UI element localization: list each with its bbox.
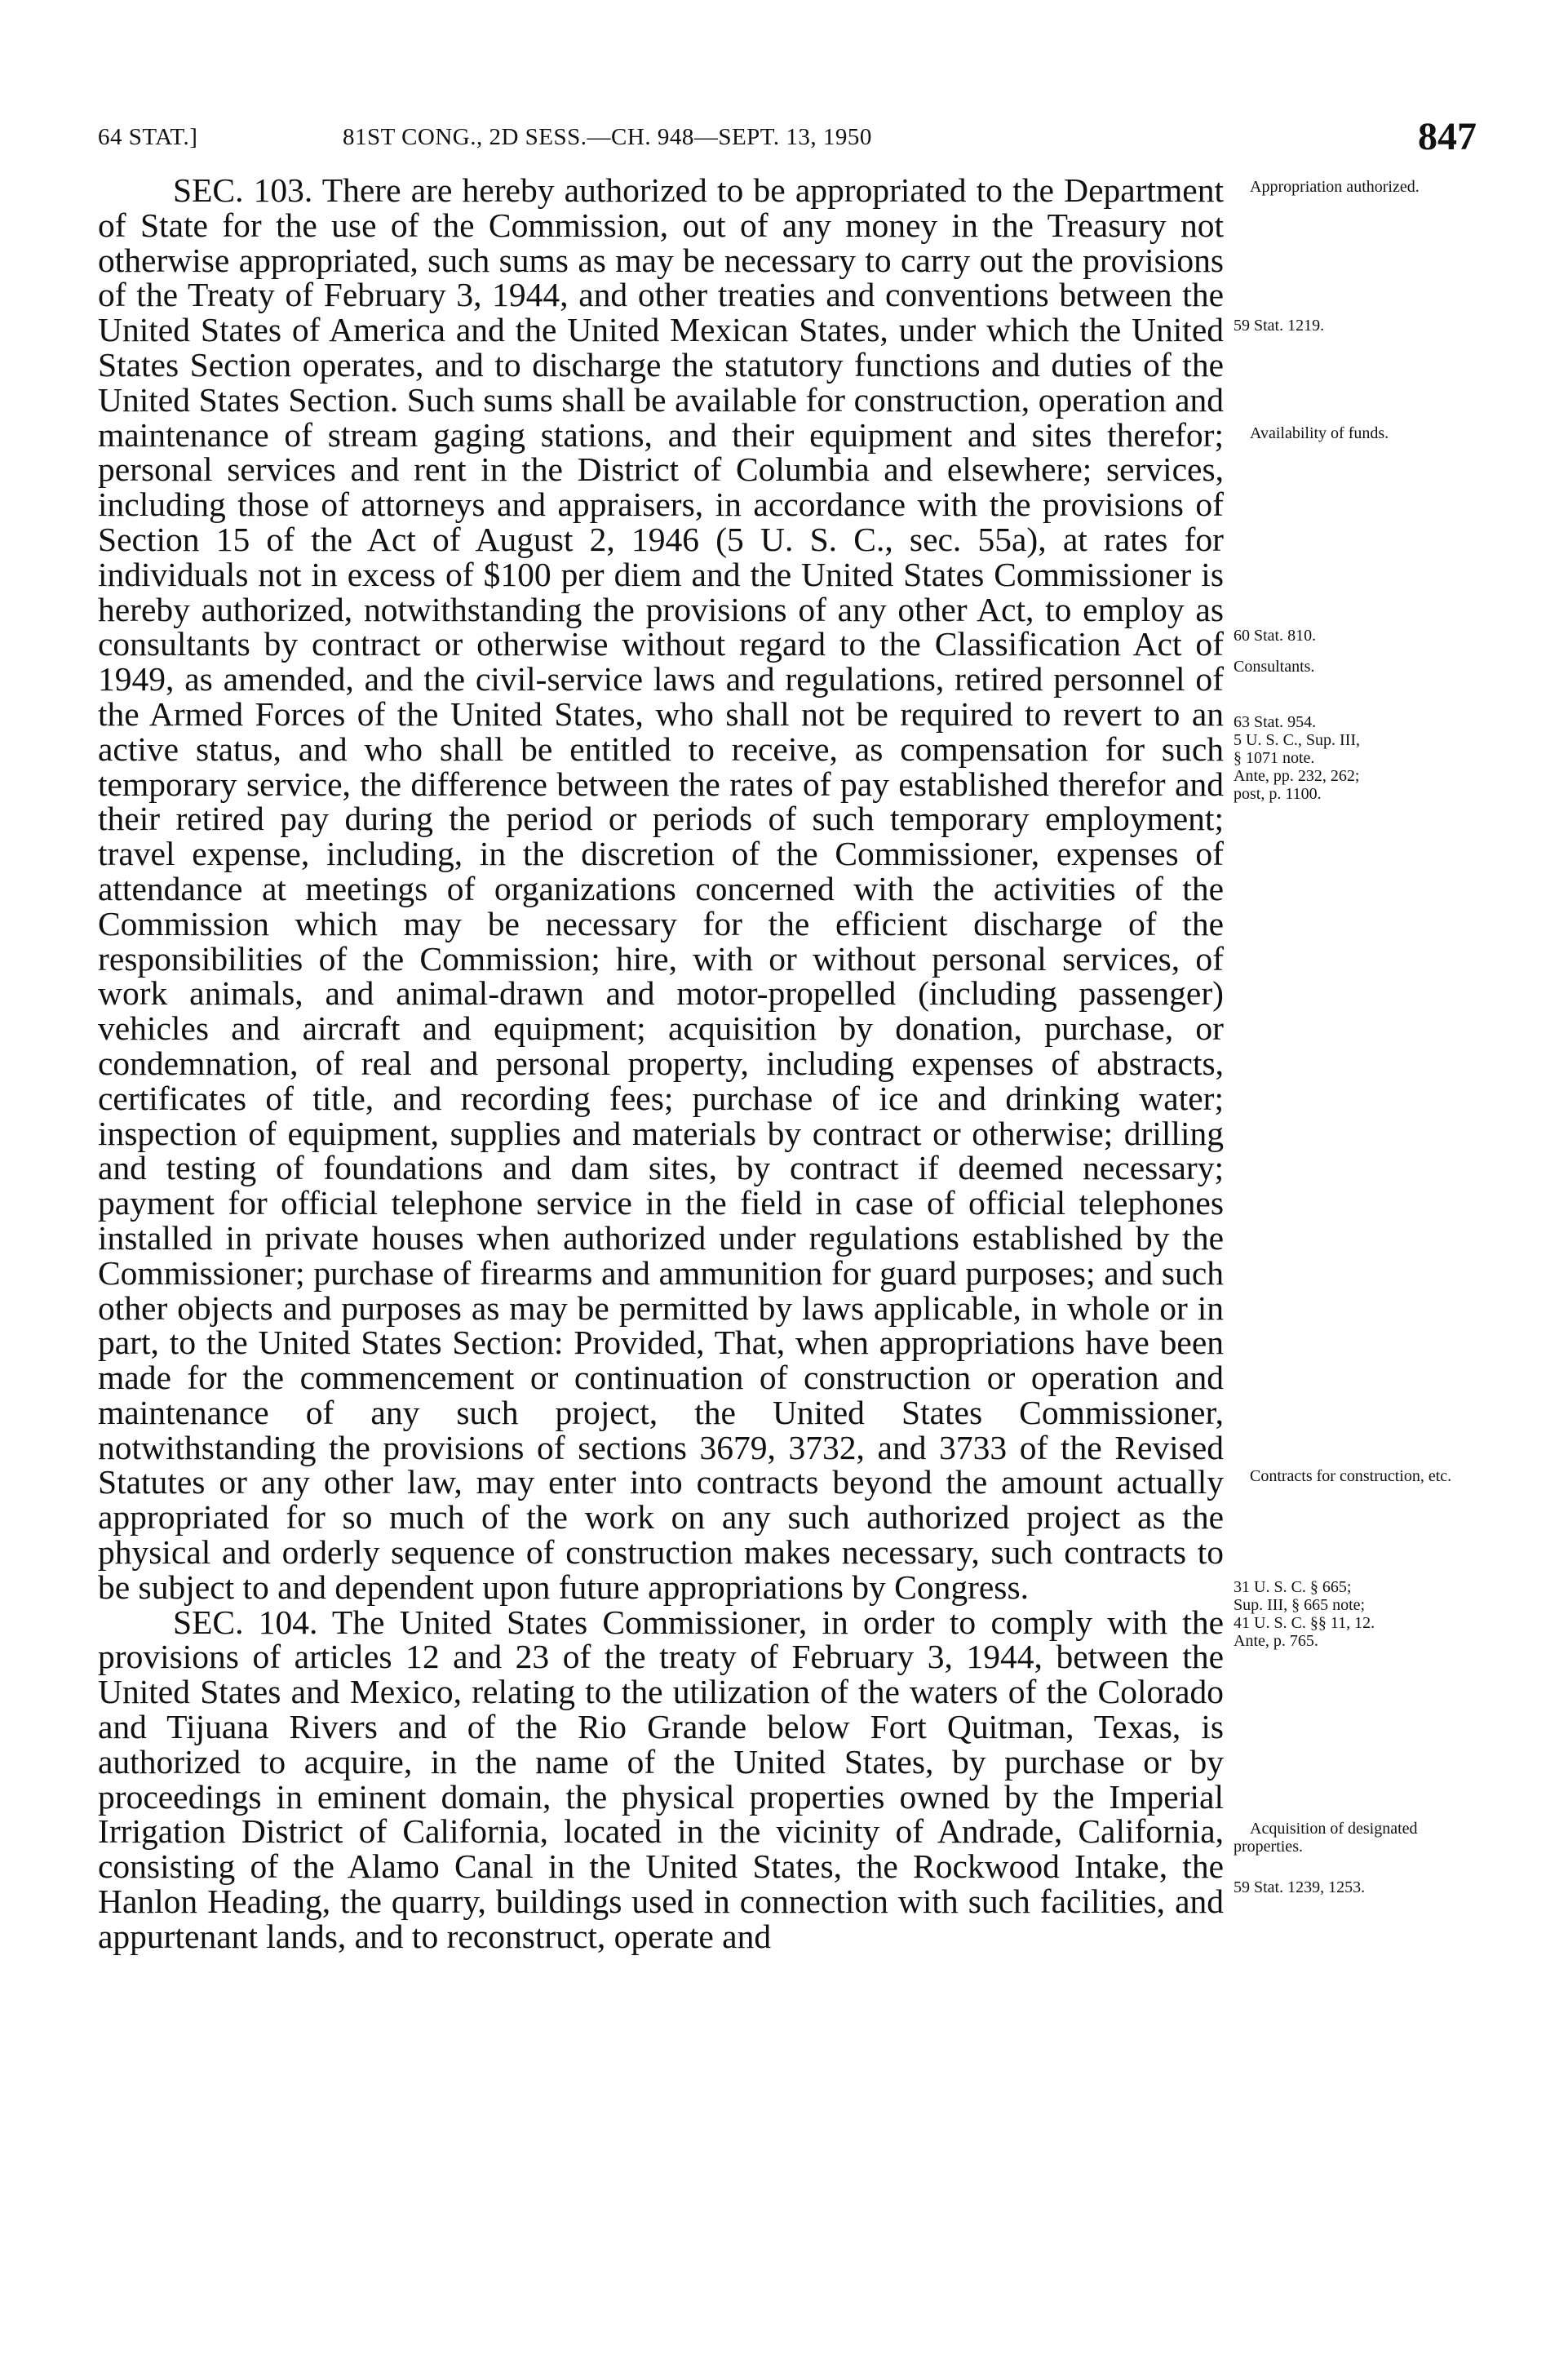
note-revised-statutes-refs bbox=[1234, 1578, 1470, 1650]
note-ref-line: post, p. 1100. bbox=[1234, 785, 1322, 803]
note-ref-line: Ante, p. 765. bbox=[1234, 1632, 1318, 1650]
statute-volume: 64 STAT.] bbox=[98, 124, 198, 150]
note-acquisition-of-properties: Acquisition of designated properties. bbox=[1234, 1820, 1418, 1856]
note-ref-line: 31 U. S. C. § 665; bbox=[1234, 1578, 1352, 1596]
page-number: 847 bbox=[1418, 115, 1477, 158]
note-ref-line: 5 U. S. C., Sup. III, bbox=[1234, 731, 1361, 749]
note-ref-line: Ante, pp. 232, 262; bbox=[1234, 767, 1360, 785]
note-ref-line: Sup. III, § 665 note; bbox=[1234, 1596, 1366, 1614]
note-59-stat-1239: 59 Stat. 1239, 1253. bbox=[1234, 1878, 1366, 1896]
margin-notes bbox=[1234, 0, 1478, 2377]
note-59-stat-1219: 59 Stat. 1219. bbox=[1234, 317, 1325, 335]
note-ref-line: 63 Stat. 954. bbox=[1234, 713, 1317, 731]
note-availability-of-funds: Availability of funds. bbox=[1250, 424, 1389, 442]
note-contracts-for-construction: Contracts for construction, etc. bbox=[1250, 1467, 1452, 1485]
note-consultants: Consultants. bbox=[1234, 658, 1315, 676]
note-60-stat-810: 60 Stat. 810. bbox=[1234, 627, 1317, 645]
section-103-paragraph: SEC. 103. There are hereby authorized to be appropriated to the Department of State for the use of the Commission, out of any money in the Treasury not otherwise appropriated, such sums as may be necessary to carry out the provisions of the Treaty of February 3, 1944, and other treaties and conventions between the United States of America and the United Mexican States, under which the United States Section operates, and to discharge the statutory functions and duties of the United States Section. Such sums shall be available for construction, operation and maintenance of stream gaging stations, and their equipment and sites therefor; personal services and rent in the District of Columbia and elsewhere; services, including those of attorneys and appraisers, in accordance with the provisions of Section 15 of the Act of August 2, 1946 (5 U. S. C., sec. 55a), at rates for individuals not in excess of $100 per diem and the United States Commissioner is hereby authorized, notwithstanding the provisions of any other Act, to employ as consultants by contract or otherwise without regard to the Classification Act of 1949, as amended, and the civil-service laws and regulations, retired personnel of the Armed Forces of the United States, who shall not be required to revert to an active status, and who shall be entitled to receive, as compensation for such temporary service, the difference between the rates of pay established therefor and their retired pay during the period or periods of such temporary employment; travel expense, including, in the discretion of the Commissioner, expenses of attendance at meetings of organizations concerned with the activities of the Commission which may be necessary for the efficient discharge of the responsibilities of the Commission; hire, with or without personal services, of work animals, and animal-drawn and motor-propelled (including passenger) vehicles and aircraft and equipment; acquisition by donation, purchase, or condemnation, of real and personal property, including expenses of abstracts, certificates of title, and recording fees; purchase of ice and drinking water; inspection of equipment, supplies and materials by contract or otherwise; drilling and testing of foundations and dam sites, by contract if deemed necessary; payment for official telephone service in the field in case of official telephones installed in private houses when authorized under regulations established by the Commissioner; purchase of firearms and ammunition for guard purposes; and such other objects and purposes as may be permitted by laws applicable, in whole or in part, to the United States Section: Provided, That, when appropriations have been made for the commencement or continuation of construction or operation and maintenance of any such project, the United States Commissioner, notwithstanding the provisions of sections 3679, 3732, and 3733 of the Revised Statutes or any other law, may enter into contracts beyond the amount actually appropriated for so much of the work on any such authorized project as the physical and orderly sequence of construction makes necessary, such contracts to be subject to and dependent upon future appropriations by Congress. bbox=[98, 171, 1224, 1606]
section-104-paragraph: SEC. 104. The United States Commissioner, in order to comply with the provisions of articles 12 and 23 of the treaty of February 3, 1944, between the United States and Mexico, relating to the utilization of the waters of the Colorado and Tijuana Rivers and of the Rio Grande below Fort Quitman, Texas, is authorized to acquire, in the name of the United States, by purchase or by proceedings in eminent domain, the physical properties owned by the Imperial Irrigation District of California, located in the vicinity of Andrade, California, consisting of the Alamo Canal in the United States, the Rockwood Intake, the Hanlon Heading, the quarry, buildings used in connection with such facilities, and appurtenant lands, and to reconstruct, operate and bbox=[98, 1603, 1224, 1955]
session-chapter-date: 81ST CONG., 2D SESS.—CH. 948—SEPT. 13, 1950 bbox=[343, 124, 872, 150]
note-classification-refs bbox=[1234, 713, 1470, 803]
note-appropriation-authorized: Appropriation authorized. bbox=[1250, 178, 1420, 196]
note-ref-line: § 1071 note. bbox=[1234, 749, 1315, 767]
statute-body bbox=[98, 173, 1224, 1954]
note-ref-line: 41 U. S. C. §§ 11, 12. bbox=[1234, 1614, 1375, 1632]
